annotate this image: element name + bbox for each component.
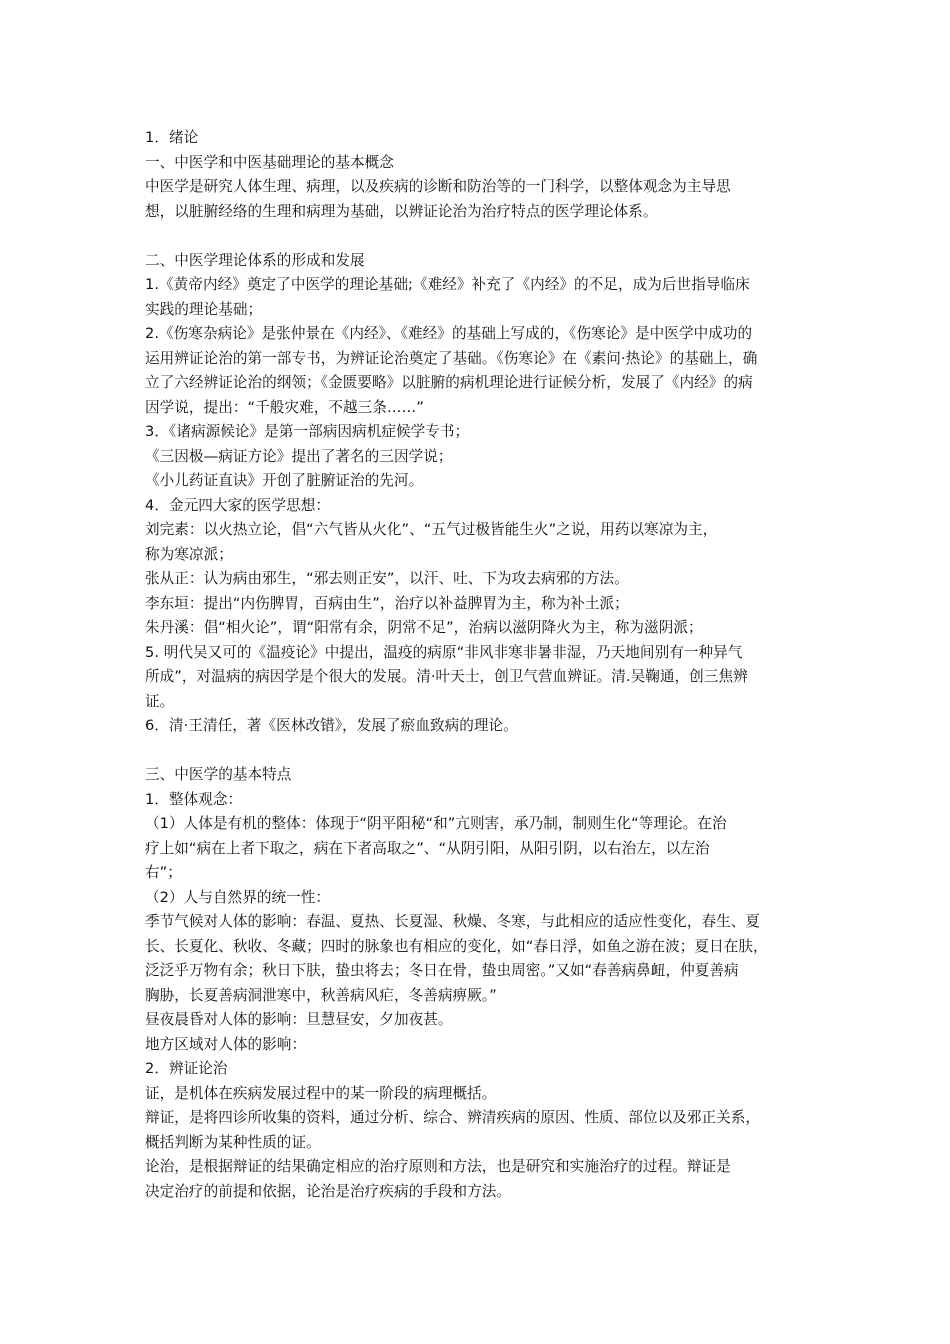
paragraph-line: 胸胁，长夏善病洞泄寒中，秋善病风疟，冬善病痹厥。”: [145, 986, 497, 1004]
paragraph-line: （2）人与自然界的统一性：: [145, 888, 331, 906]
section-heading: 一、中医学和中医基础理论的基本概念: [145, 153, 394, 171]
paragraph-line: 朱丹溪：倡“相火论”，谓“阳常有余，阴常不足”，治病以滋阴降火为主，称为滋阴派；: [145, 619, 703, 636]
document-title: 1．绪论: [145, 129, 199, 146]
paragraph-line: 李东垣：提出“内伤脾胃，百病由生”，治疗以补益脾胃为主，称为补土派；: [145, 594, 629, 612]
paragraph-line: 想，以脏腑经络的生理和病理为基础，以辨证论治为治疗特点的医学理论体系。: [145, 202, 658, 220]
paragraph-line: 辩证，是将四诊所收集的资料，通过分析、综合、辨清疾病的原因、性质、部位以及邪正关系，: [145, 1109, 761, 1126]
paragraph-line: 2.《伤寒杂病论》是张仲景在《内经》、《难经》的基础上写成的，《伤寒论》是中医学中成功的: [145, 325, 753, 342]
paragraph-line: 立了六经辨证论治的纲领；《金匮要略》以脏腑的病机理论进行证候分析，发展了《内经》的病: [145, 374, 753, 391]
paragraph-line: 昼夜晨昏对人体的影响：旦慧昼安，夕加夜甚。: [145, 1011, 453, 1028]
paragraph-line: 1.《黄帝内经》奠定了中医学的理论基础;《难经》补充了《内经》的不足，成为后世指导临床: [145, 276, 750, 293]
paragraph-line: 称为寒凉派；: [145, 545, 233, 563]
paragraph-spacer: [145, 739, 815, 764]
paragraph-line: 中医学是研究人体生理、病理，以及疾病的诊断和防治等的一门科学，以整体观念为主导思: [145, 178, 731, 195]
document-body: [145, 126, 815, 1204]
paragraph-line: 因学说，提出：“千般灾难，不越三条……”: [145, 398, 424, 416]
section-heading: 二、中医学理论体系的形成和发展: [145, 251, 365, 269]
paragraph-line: 概括判断为某种性质的证。: [145, 1133, 321, 1151]
paragraph-line: 《三因极—病证方论》提出了著名的三因学说；: [145, 447, 453, 465]
paragraph-line: 4．金元四大家的医学思想：: [145, 496, 331, 514]
paragraph-line: 泛泛乎万物有余；秋日下肤，蛰虫将去；冬日在骨，蛰虫周密。”又如“春善病鼻衄，仲夏善病: [145, 962, 739, 979]
paragraph-line: 张从正：认为病由邪生，“邪去则正安”，以汗、吐、下为攻去病邪的方法。: [145, 570, 629, 587]
paragraph-line: 论治，是根据辩证的结果确定相应的治疗原则和方法，也是研究和实施治疗的过程。辩证是: [145, 1158, 731, 1175]
paragraph-line: 实践的理论基础；: [145, 300, 263, 318]
paragraph-line: 疗上如“病在上者下取之，病在下者高取之”、“从阴引阳，从阳引阴，以右治左，以左治: [145, 839, 710, 857]
paragraph-line: 6．清·王清任，著《医林改错》，发展了瘀血致病的理论。: [145, 717, 518, 734]
paragraph-line: 刘完素：以火热立论，倡“六气皆从火化”、“五气过极皆能生火”之说，用药以寒凉为主，: [145, 521, 718, 538]
paragraph-line: 右”；: [145, 864, 182, 881]
paragraph-line: （1）人体是有机的整体：体现于“阴平阳秘“和”亢则害，承乃制，制则生化“等理论。在治: [145, 815, 727, 832]
paragraph-line: 证，是机体在疾病发展过程中的某一阶段的病理概括。: [145, 1084, 497, 1102]
paragraph-line: 《小儿药证直诀》开创了脏腑证治的先河。: [145, 472, 424, 489]
paragraph-line: 2．辨证论治: [145, 1060, 228, 1077]
paragraph-line: 长、长夏化、秋收、冬藏；四时的脉象也有相应的变化，如“春日浮，如鱼之游在波；夏日在肤，: [145, 937, 768, 955]
paragraph-line: 季节气候对人体的影响：春温、夏热、长夏湿、秋燥、冬寒，与此相应的适应性变化，春生、夏: [145, 913, 761, 930]
paragraph-line: 地方区域对人体的影响：: [145, 1035, 307, 1053]
paragraph-line: 决定治疗的前提和依据，论治是治疗疾病的手段和方法。: [145, 1182, 512, 1200]
paragraph-line: 3．《诸病源候论》是第一部病因病机症候学专书；: [145, 423, 470, 440]
paragraph-line: 5. 明代吴又可的《温疫论》中提出，温疫的病原“非风非寒非暑非湿，乃天地间别有一种异气: [145, 643, 743, 661]
paragraph-line: 1．整体观念：: [145, 790, 243, 808]
paragraph-line: 运用辨证论治的第一部专书，为辨证论治奠定了基础。《伤寒论》在《素问·热论》的基础上，确: [145, 349, 758, 367]
paragraph-line: 证。: [145, 692, 175, 710]
section-heading: 三、中医学的基本特点: [145, 766, 292, 783]
paragraph-line: 所成”，对温病的病因学是个很大的发展。清·叶天士，创卫气营血辨证。清.吴鞠通，创三焦辨: [145, 668, 748, 685]
paragraph-spacer: [145, 224, 815, 249]
